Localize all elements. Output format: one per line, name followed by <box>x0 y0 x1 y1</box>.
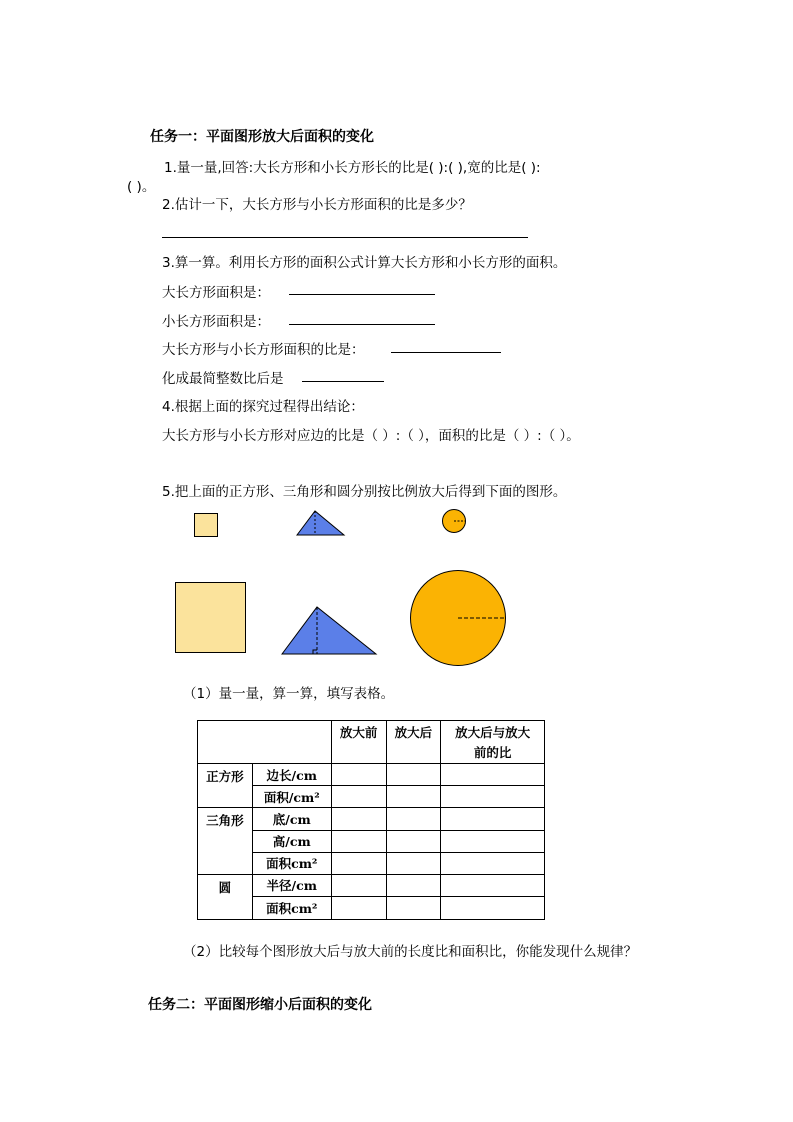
row-label-square-area: 面积/cm² <box>252 786 331 808</box>
small-rect-area-label: 小长方形面积是： <box>162 314 270 330</box>
row-label-triangle-area: 面积cm² <box>252 852 331 874</box>
simplest-ratio-label: 化成最简整数比后是 <box>162 371 284 387</box>
group-square: 正方形 <box>198 764 253 808</box>
header-after: 放大后 <box>386 721 441 764</box>
cell-input[interactable] <box>441 852 545 874</box>
cell-input[interactable] <box>331 808 386 830</box>
area-ratio-label: 大长方形与小长方形面积的比是： <box>162 342 365 358</box>
header-ratio-line1: 放大后与放大 <box>455 725 531 740</box>
cell-input[interactable] <box>386 764 441 786</box>
cell-input[interactable] <box>331 852 386 874</box>
table-header-row <box>198 721 545 764</box>
row-label-circle-area: 面积cm² <box>252 896 331 919</box>
cell-input[interactable] <box>386 830 441 852</box>
row-label-triangle-height: 高/cm <box>252 830 331 852</box>
header-ratio-line2: 前的比 <box>473 745 512 760</box>
question-1-continued: ( )。 <box>127 179 156 195</box>
cell-input[interactable] <box>386 786 441 808</box>
cell-input[interactable] <box>441 808 545 830</box>
header-ratio <box>441 721 545 764</box>
group-triangle: 三角形 <box>198 808 253 874</box>
cell-input[interactable] <box>331 874 386 896</box>
cell-input[interactable] <box>386 896 441 919</box>
big-rect-area-label: 大长方形面积是： <box>162 285 270 301</box>
cell-input[interactable] <box>441 896 545 919</box>
cell-input[interactable] <box>441 874 545 896</box>
row-label-circle-radius: 半径/cm <box>252 874 331 896</box>
table-row <box>198 808 545 830</box>
cell-input[interactable] <box>386 852 441 874</box>
cell-input[interactable] <box>386 874 441 896</box>
question-5: 5.把上面的正方形、三角形和圆分别按比例放大后得到下面的图形。 <box>162 484 567 500</box>
large-triangle <box>282 607 376 654</box>
task2-title: 任务二：平面图形缩小后面积的变化 <box>148 997 372 1013</box>
row-label-triangle-base: 底/cm <box>252 808 331 830</box>
cell-input[interactable] <box>331 896 386 919</box>
cell-input[interactable] <box>331 830 386 852</box>
sub-question-1: （1）量一量，算一算，填写表格。 <box>183 686 395 702</box>
cell-input[interactable] <box>386 808 441 830</box>
row-label-square-side: 边长/cm <box>252 764 331 786</box>
sub-question-2: （2）比较每个图形放大后与放大前的长度比和面积比，你能发现什么规律？ <box>183 944 638 960</box>
small-square <box>195 514 218 537</box>
cell-input[interactable] <box>441 830 545 852</box>
table-row <box>198 874 545 896</box>
header-before: 放大前 <box>331 721 386 764</box>
cell-input[interactable] <box>331 786 386 808</box>
small-triangle <box>297 511 344 535</box>
cell-input[interactable] <box>441 786 545 808</box>
task1-title: 任务一：平面图形放大后面积的变化 <box>150 129 374 145</box>
table-corner-cell <box>198 721 332 764</box>
table-row <box>198 764 545 786</box>
question-3: 3.算一算。利用长方形的面积公式计算大长方形和小长方形的面积。 <box>162 255 567 271</box>
question-4: 4.根据上面的探究过程得出结论： <box>162 399 364 415</box>
large-square <box>176 583 246 653</box>
data-table <box>197 720 545 920</box>
question-1: 1.量一量,回答:大长方形和小长方形长的比是( ):( ),宽的比是( ): <box>164 160 541 176</box>
question-4-conclusion: 大长方形与小长方形对应边的比是（ ）:（ ），面积的比是（ ）:（ ）。 <box>162 428 580 444</box>
cell-input[interactable] <box>331 764 386 786</box>
question-2: 2.估计一下，大长方形与小长方形面积的比是多少？ <box>162 197 472 213</box>
cell-input[interactable] <box>441 764 545 786</box>
group-circle: 圆 <box>198 874 253 919</box>
